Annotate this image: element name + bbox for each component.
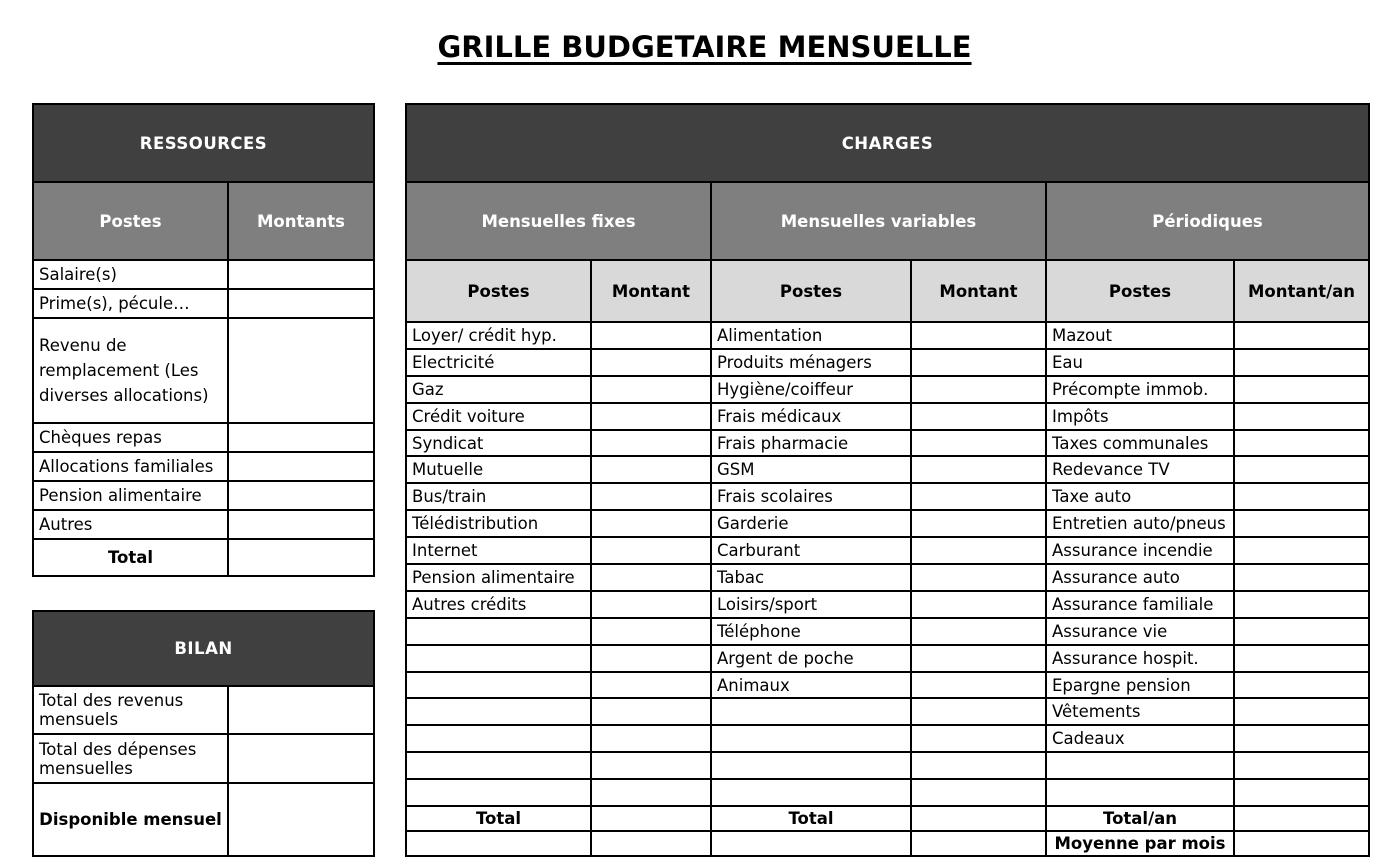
bilan-rows [33,686,374,783]
ressources-title: RESSOURCES [33,104,374,182]
charges-fixes-poste: Crédit voiture [406,403,591,430]
ressources-row [33,289,374,318]
charges-row [406,349,1369,376]
bilan-item-amount [228,686,374,734]
charges-variables-montant [911,591,1046,618]
ressources-table [32,103,375,577]
charges-col-fixes-postes: Postes [406,260,591,322]
charges-periodiques-montant [1234,349,1369,376]
charges-variables-poste: Argent de poche [711,645,911,672]
charges-rows [406,322,1369,806]
charges-variables-poste: Carburant [711,537,911,564]
charges-variables-poste: Animaux [711,672,911,699]
charges-variables-montant [911,618,1046,645]
charges-periodiques-poste: Assurance hospit. [1046,645,1234,672]
charges-col-variables-postes: Postes [711,260,911,322]
charges-row [406,618,1369,645]
ressources-total-amount [228,539,374,576]
charges-periodiques-montant [1234,698,1369,725]
document-title: GRILLE BUDGETAIRE MENSUELLE [437,30,972,64]
charges-fixes-poste: Loyer/ crédit hyp. [406,322,591,349]
charges-variables-montant [911,430,1046,457]
charges-variables-montant [911,456,1046,483]
charges-variables-poste: Frais pharmacie [711,430,911,457]
charges-moyenne-empty-4 [911,831,1046,856]
ressources-rows [33,260,374,539]
charges-periodiques-montant [1234,564,1369,591]
charges-variables-poste: Garderie [711,510,911,537]
charges-fixes-montant [591,376,711,403]
ressources-item-amount [228,481,374,510]
charges-fixes-montant [591,752,711,779]
charges-periodiques-poste: Taxe auto [1046,483,1234,510]
charges-fixes-poste [406,645,591,672]
charges-fixes-montant [591,779,711,806]
charges-row [406,403,1369,430]
charges-periodiques-montant [1234,510,1369,537]
charges-fixes-montant [591,698,711,725]
charges-variables-poste [711,779,911,806]
charges-moyenne-label: Moyenne par mois [1046,831,1234,856]
charges-variables-montant [911,698,1046,725]
charges-periodiques-poste: Assurance auto [1046,564,1234,591]
charges-row [406,510,1369,537]
charges-periodiques-poste [1046,752,1234,779]
charges-periodiques-poste: Assurance vie [1046,618,1234,645]
charges-variables-montant [911,645,1046,672]
charges-fixes-montant [591,349,711,376]
charges-periodiques-montant [1234,483,1369,510]
charges-fixes-poste: Mutuelle [406,456,591,483]
charges-section-fixes: Mensuelles fixes [406,182,711,260]
charges-fixes-montant [591,430,711,457]
charges-periodiques-poste: Mazout [1046,322,1234,349]
charges-fixes-total-label: Total [406,806,591,831]
charges-table [405,103,1370,857]
charges-variables-montant [911,672,1046,699]
charges-section-variables: Mensuelles variables [711,182,1046,260]
charges-periodiques-montant [1234,752,1369,779]
charges-periodiques-poste: Assurance incendie [1046,537,1234,564]
charges-moyenne-empty-1 [406,831,591,856]
charges-fixes-poste: Internet [406,537,591,564]
charges-fixes-montant [591,456,711,483]
charges-row [406,779,1369,806]
charges-periodiques-montant [1234,456,1369,483]
ressources-row [33,318,374,423]
charges-fixes-poste [406,698,591,725]
ressources-col-header-montants: Montants [228,182,374,260]
charges-variables-montant [911,725,1046,752]
charges-fixes-poste [406,672,591,699]
charges-fixes-montant [591,403,711,430]
charges-periodiques-total-amount [1234,806,1369,831]
bilan-row [33,686,374,734]
charges-variables-montant [911,537,1046,564]
ressources-item-label: Prime(s), pécule… [33,289,228,318]
charges-fixes-montant [591,672,711,699]
charges-row [406,645,1369,672]
charges-row [406,430,1369,457]
ressources-row [33,481,374,510]
ressources-item-label: Autres [33,510,228,539]
charges-fixes-poste: Pension alimentaire [406,564,591,591]
charges-title: CHARGES [406,104,1369,182]
charges-periodiques-montant [1234,403,1369,430]
charges-variables-poste: Loisirs/sport [711,591,911,618]
charges-section-periodiques: Périodiques [1046,182,1369,260]
ressources-item-amount [228,260,374,289]
charges-periodiques-montant [1234,591,1369,618]
charges-variables-poste: Hygiène/coiffeur [711,376,911,403]
ressources-item-label: Chèques repas [33,423,228,452]
charges-variables-poste: Frais scolaires [711,483,911,510]
charges-variables-poste: Alimentation [711,322,911,349]
charges-row [406,725,1369,752]
charges-periodiques-montant [1234,430,1369,457]
charges-row [406,698,1369,725]
ressources-item-amount [228,318,374,423]
charges-fixes-montant [591,645,711,672]
charges-periodiques-montant [1234,537,1369,564]
ressources-row [33,423,374,452]
charges-row [406,537,1369,564]
charges-col-variables-montant: Montant [911,260,1046,322]
charges-fixes-total-amount [591,806,711,831]
charges-periodiques-montant [1234,672,1369,699]
charges-fixes-montant [591,537,711,564]
charges-row [406,483,1369,510]
charges-row [406,672,1369,699]
charges-variables-total-amount [911,806,1046,831]
ressources-item-label: Pension alimentaire [33,481,228,510]
ressources-item-amount [228,289,374,318]
charges-variables-poste [711,698,911,725]
charges-fixes-poste: Electricité [406,349,591,376]
charges-periodiques-montant [1234,779,1369,806]
charges-fixes-poste [406,618,591,645]
charges-moyenne-empty-2 [591,831,711,856]
ressources-item-label: Revenu de remplacement (Les diverses allocations) [33,318,228,423]
bilan-item-label: Total des revenus mensuels [33,686,228,734]
charges-periodiques-montant [1234,322,1369,349]
ressources-item-label: Allocations familiales [33,452,228,481]
charges-fixes-poste [406,779,591,806]
charges-variables-montant [911,510,1046,537]
charges-variables-montant [911,403,1046,430]
charges-periodiques-montant [1234,618,1369,645]
bilan-item-label: Total des dépenses mensuelles [33,734,228,783]
charges-fixes-poste: Bus/train [406,483,591,510]
charges-variables-montant [911,322,1046,349]
charges-variables-poste: Tabac [711,564,911,591]
charges-periodiques-poste: Assurance familiale [1046,591,1234,618]
charges-fixes-montant [591,725,711,752]
charges-row [406,752,1369,779]
ressources-item-amount [228,510,374,539]
bilan-row [33,734,374,783]
charges-periodiques-poste: Epargne pension [1046,672,1234,699]
ressources-col-header-postes: Postes [33,182,228,260]
charges-periodiques-total-label: Total/an [1046,806,1234,831]
charges-periodiques-poste: Cadeaux [1046,725,1234,752]
charges-variables-montant [911,779,1046,806]
charges-periodiques-poste: Vêtements [1046,698,1234,725]
charges-variables-poste: Frais médicaux [711,403,911,430]
charges-fixes-montant [591,591,711,618]
ressources-row [33,260,374,289]
charges-periodiques-poste: Impôts [1046,403,1234,430]
charges-fixes-poste [406,725,591,752]
charges-periodiques-poste: Précompte immob. [1046,376,1234,403]
ressources-row [33,452,374,481]
charges-col-periodiques-montant: Montant/an [1234,260,1369,322]
charges-variables-montant [911,349,1046,376]
charges-variables-poste: GSM [711,456,911,483]
charges-periodiques-montant [1234,376,1369,403]
ressources-total-label: Total [33,539,228,576]
bilan-disponible-label: Disponible mensuel [33,783,228,856]
charges-periodiques-poste: Eau [1046,349,1234,376]
ressources-item-amount [228,423,374,452]
charges-fixes-montant [591,618,711,645]
charges-col-fixes-montant: Montant [591,260,711,322]
charges-variables-total-label: Total [711,806,911,831]
bilan-item-amount [228,734,374,783]
charges-fixes-montant [591,483,711,510]
charges-periodiques-montant [1234,725,1369,752]
charges-variables-montant [911,752,1046,779]
charges-col-periodiques-postes: Postes [1046,260,1234,322]
charges-fixes-montant [591,564,711,591]
charges-fixes-montant [591,510,711,537]
charges-periodiques-poste: Redevance TV [1046,456,1234,483]
charges-periodiques-poste: Entretien auto/pneus [1046,510,1234,537]
ressources-item-label: Salaire(s) [33,260,228,289]
bilan-table [32,610,375,857]
bilan-disponible-amount [228,783,374,856]
ressources-row [33,510,374,539]
charges-row [406,564,1369,591]
charges-fixes-poste: Syndicat [406,430,591,457]
charges-periodiques-poste: Taxes communales [1046,430,1234,457]
ressources-item-amount [228,452,374,481]
charges-variables-poste [711,752,911,779]
charges-fixes-poste: Gaz [406,376,591,403]
charges-variables-montant [911,376,1046,403]
bilan-title: BILAN [33,611,374,686]
charges-fixes-poste: Télédistribution [406,510,591,537]
charges-moyenne-empty-3 [711,831,911,856]
charges-fixes-montant [591,322,711,349]
charges-row [406,376,1369,403]
charges-variables-poste: Produits ménagers [711,349,911,376]
charges-row [406,591,1369,618]
charges-fixes-poste [406,752,591,779]
charges-row [406,322,1369,349]
charges-variables-montant [911,483,1046,510]
charges-moyenne-amount [1234,831,1369,856]
charges-variables-montant [911,564,1046,591]
charges-row [406,456,1369,483]
charges-fixes-poste: Autres crédits [406,591,591,618]
charges-variables-poste [711,725,911,752]
charges-periodiques-montant [1234,645,1369,672]
charges-variables-poste: Téléphone [711,618,911,645]
charges-periodiques-poste [1046,779,1234,806]
